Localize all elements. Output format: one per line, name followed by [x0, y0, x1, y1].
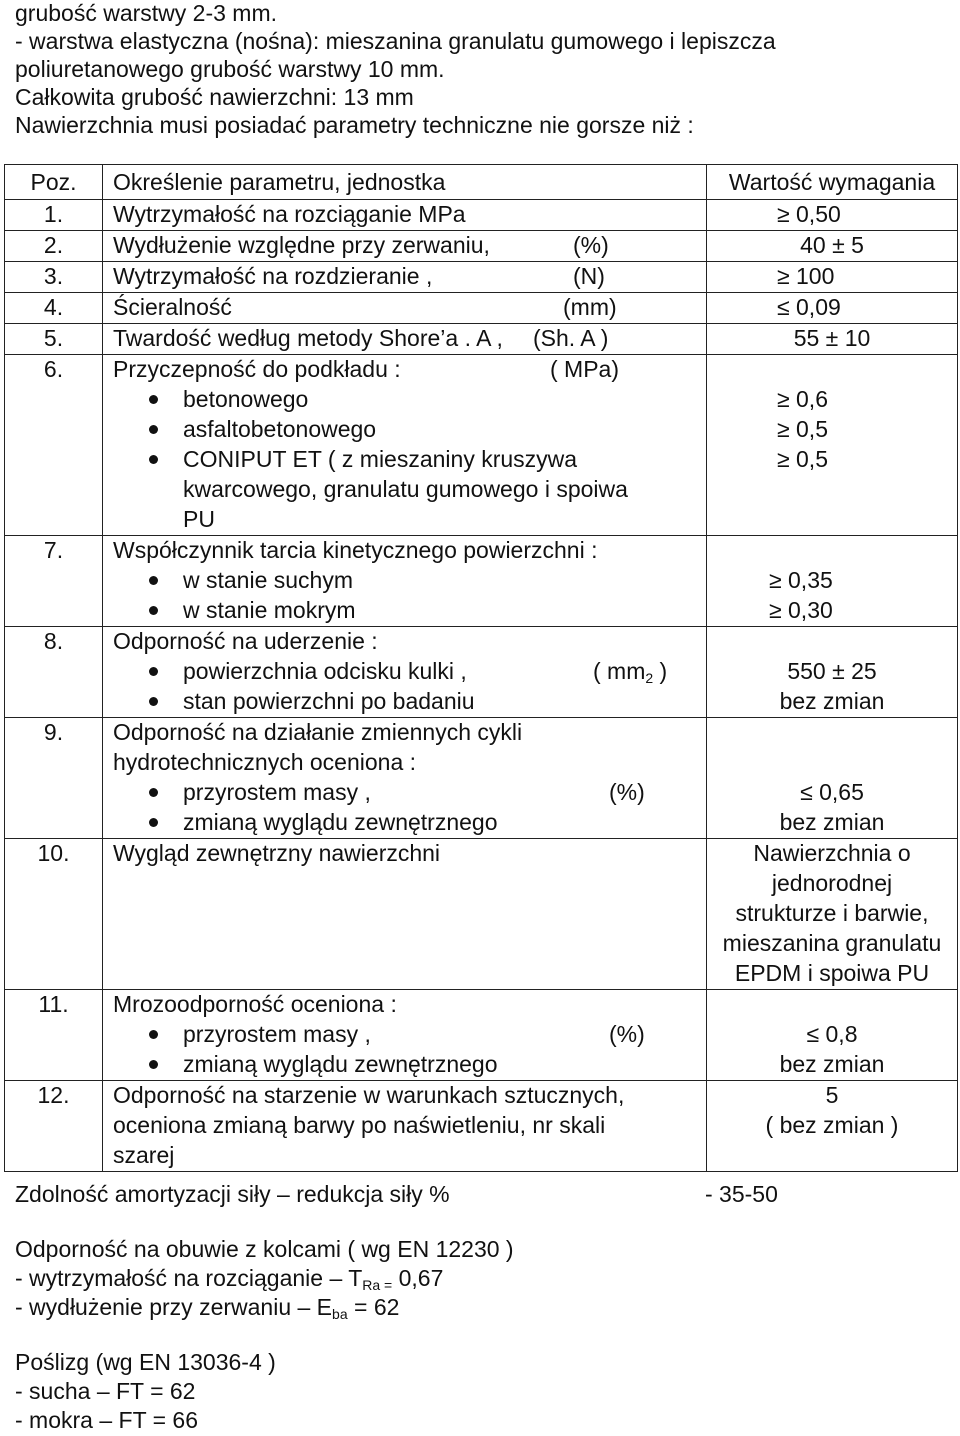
row-param: Współczynnik tarcia kinetycznego powierzchni : w stanie suchym w stanie mokrym: [103, 536, 707, 627]
bullet-item: stan powierzchni po badaniu: [113, 687, 706, 717]
header-param: Określenie parametru, jednostka: [103, 165, 707, 200]
bullet-item: w stanie suchym: [113, 566, 706, 596]
row-param: Mrozoodporność oceniona : przyrostem masy , (%) zmianą wyglądu zewnętrznego: [103, 990, 707, 1081]
table-row: [5, 200, 958, 231]
table-row: [5, 839, 958, 990]
table-row: [5, 262, 958, 293]
table-row: [5, 627, 958, 718]
row-unit: (%): [609, 779, 645, 805]
row-param: Twardość według metody Shore’a . A , (Sh. A ): [103, 324, 707, 355]
intro-text: [15, 0, 945, 139]
row-value: ≤ 0,09: [707, 293, 958, 324]
row-param: Odporność na uderzenie : powierzchnia odcisku kulki , ( mm2 ) stan powierzchni po badaniu: [103, 627, 707, 718]
table-row: [5, 293, 958, 324]
intro-line: Całkowita grubość nawierzchni: 13 mm: [15, 84, 414, 110]
row-no: 9.: [5, 718, 103, 839]
footer-notes: [15, 1180, 945, 1435]
row-unit: (mm): [563, 294, 617, 320]
bullet-item: przyrostem masy , (%): [113, 778, 706, 808]
bullet-item: CONIPUT ET ( z mieszaniny kruszywa: [113, 445, 706, 475]
table-row: [5, 1081, 958, 1172]
row-no: 3.: [5, 262, 103, 293]
table-row: [5, 355, 958, 536]
bullet-item: betonowego: [113, 385, 706, 415]
row-value: 55 ± 10: [707, 324, 958, 355]
bullet-item: zmianą wyglądu zewnętrznego: [113, 1050, 706, 1080]
spikes-line: - wydłużenie przy zerwaniu – Eba = 62: [15, 1294, 400, 1322]
row-param: Wytrzymałość na rozciąganie MPa: [103, 200, 707, 231]
spikes-title: Odporność na obuwie z kolcami ( wg EN 12230 ): [15, 1236, 514, 1262]
slip-title: Poślizg (wg EN 13036-4 ): [15, 1349, 276, 1375]
row-param: Odporność na działanie zmiennych cykli hydrotechnicznych oceniona : przyrostem masy , (%) zmianą wyglądu zewnętrznego: [103, 718, 707, 839]
amortization-value: - 35-50: [705, 1181, 778, 1207]
row-unit: (%): [609, 1021, 645, 1047]
bullet-item: przyrostem masy , (%): [113, 1020, 706, 1050]
row-no: 2.: [5, 231, 103, 262]
intro-line: poliuretanowego grubość warstwy 10 mm.: [15, 56, 445, 82]
row-no: 8.: [5, 627, 103, 718]
intro-line: grubość warstwy 2-3 mm.: [15, 0, 278, 26]
bullet-item: powierzchnia odcisku kulki , ( mm2 ): [113, 657, 706, 687]
row-value: 40 ± 5: [707, 231, 958, 262]
table-row: [5, 536, 958, 627]
row-param: Wydłużenie względne przy zerwaniu, (%): [103, 231, 707, 262]
amortization-line: Zdolność amortyzacji siły – redukcja siły % - 35-50: [15, 1181, 778, 1207]
row-value: ≤ 0,65 bez zmian: [707, 718, 958, 839]
table-header-row: [5, 165, 958, 200]
slip-line: - mokra – FT = 66: [15, 1407, 199, 1433]
row-unit: (%): [573, 232, 609, 258]
row-no: 10.: [5, 839, 103, 990]
row-no: 4.: [5, 293, 103, 324]
row-value: ≥ 0,35 ≥ 0,30: [707, 536, 958, 627]
header-no: Poz.: [5, 165, 103, 200]
row-value: ≤ 0,8 bez zmian: [707, 990, 958, 1081]
row-no: 6.: [5, 355, 103, 536]
table-row: [5, 718, 958, 839]
row-value: 550 ± 25 bez zmian: [707, 627, 958, 718]
row-no: 7.: [5, 536, 103, 627]
bullet-item: w stanie mokrym: [113, 596, 706, 626]
header-value: Wartość wymagania: [707, 165, 958, 200]
row-no: 1.: [5, 200, 103, 231]
row-value: Nawierzchnia o jednorodnej strukturze i barwie, mieszanina granulatu EPDM i spoiwa PU: [707, 839, 958, 990]
spikes-line: - wytrzymałość na rozciąganie – TRa = 0,67: [15, 1265, 444, 1293]
row-unit: (N): [573, 263, 605, 289]
row-value: ≥ 0,6 ≥ 0,5 ≥ 0,5: [707, 355, 958, 536]
row-param: Przyczepność do podkładu : ( MPa) betonowego asfaltobetonowego CONIPUT ET ( z mieszaniny kruszywa kwarcowego, granulatu gumowego i spoiwa PU: [103, 355, 707, 536]
row-value: ≥ 100: [707, 262, 958, 293]
row-unit: ( mm2 ): [593, 658, 668, 686]
row-param: Wytrzymałość na rozdzieranie , (N): [103, 262, 707, 293]
intro-line: Nawierzchnia musi posiadać parametry techniczne nie gorsze niż :: [15, 112, 694, 138]
row-param: Wygląd zewnętrzny nawierzchni: [103, 839, 707, 990]
row-param: Odporność na starzenie w warunkach sztucznych, oceniona zmianą barwy po naświetleniu, nr skali szarej: [103, 1081, 707, 1172]
bullet-item: asfaltobetonowego: [113, 415, 706, 445]
table-row: [5, 990, 958, 1081]
parameters-table: [4, 164, 958, 1172]
row-no: 11.: [5, 990, 103, 1081]
row-no: 5.: [5, 324, 103, 355]
row-no: 12.: [5, 1081, 103, 1172]
row-param: Ścieralność (mm): [103, 293, 707, 324]
slip-line: - sucha – FT = 62: [15, 1378, 196, 1404]
row-unit: (Sh. A ): [533, 325, 609, 351]
table-row: [5, 231, 958, 262]
bullet-item: zmianą wyglądu zewnętrznego: [113, 808, 706, 838]
row-unit: ( MPa): [550, 356, 619, 382]
table-row: [5, 324, 958, 355]
intro-line: - warstwa elastyczna (nośna): mieszanina granulatu gumowego i lepiszcza: [15, 28, 776, 54]
row-value: ≥ 0,50: [707, 200, 958, 231]
row-value: 5 ( bez zmian ): [707, 1081, 958, 1172]
